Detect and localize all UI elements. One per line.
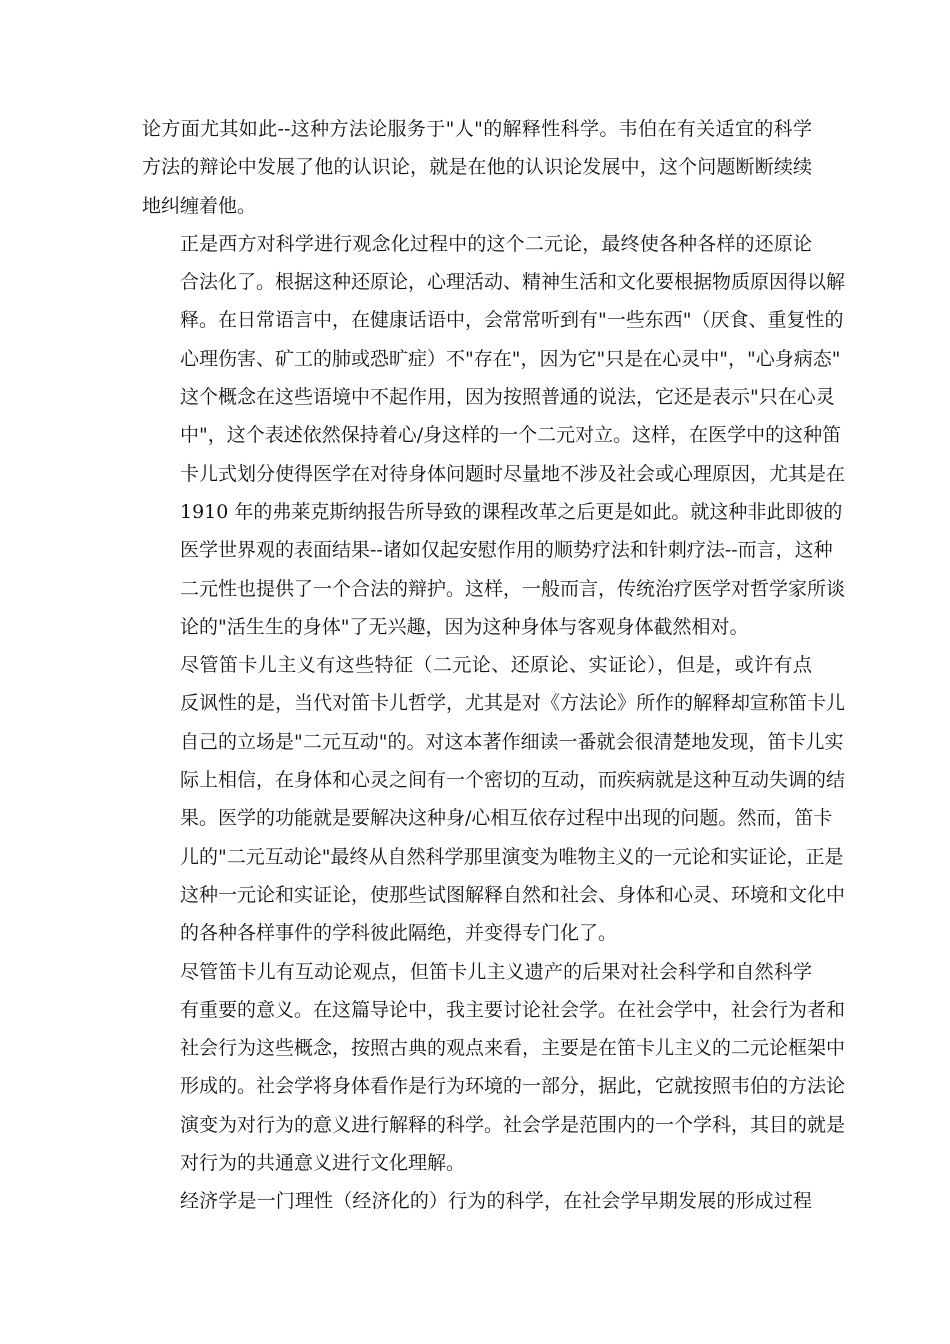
text-line: 尽管笛卡儿主义有这些特征（二元论、还原论、实证论），但是，或许有点 [180, 654, 812, 677]
text-line: 方法的辩论中发展了他的认识论，就是在他的认识论发展中，这个问题断断续续 [142, 156, 812, 179]
text-line: 释。在日常语言中，在健康话语中，会常常听到有"一些东西"（厌食、重复性的 [180, 309, 844, 332]
text-line: 尽管笛卡儿有互动论观点，但笛卡儿主义遗产的后果对社会科学和自然科学 [180, 960, 812, 983]
text-line: 卡儿式划分使得医学在对待身体问题时尽量地不涉及社会或心理原因，尤其是在 [180, 462, 846, 485]
text-line: 有重要的意义。在这篇导论中，我主要讨论社会学。在社会学中，社会行为者和 [180, 998, 846, 1021]
text-line: 经济学是一门理性（经济化的）行为的科学，在社会学早期发展的形成过程 [180, 1190, 812, 1213]
text-line: 合法化了。根据这种还原论，心理活动、精神生活和文化要根据物质原因得以解 [180, 271, 846, 294]
text-line: 演变为对行为的意义进行解释的科学。社会学是范围内的一个学科，其目的就是 [180, 1113, 846, 1136]
text-line: 反讽性的是，当代对笛卡儿哲学，尤其是对《方法论》所作的解释却宣称笛卡儿 [180, 692, 846, 715]
text-line: 果。医学的功能就是要解决这种身/心相互依存过程中出现的问题。然而，笛卡 [180, 807, 833, 830]
text-line: 正是西方对科学进行观念化过程中的这个二元论，最终使各种各样的还原论 [180, 232, 812, 255]
paragraph [142, 110, 812, 225]
text-line: 二元性也提供了一个合法的辩护。这样，一般而言，传统治疗医学对哲学家所谈 [180, 577, 846, 600]
document-body [142, 110, 846, 1221]
text-line: 地纠缠着他。 [142, 194, 257, 217]
text-line: 医学世界观的表面结果--诸如仅起安慰作用的顺势疗法和针刺疗法--而言，这种 [180, 539, 833, 562]
text-line: 的各种各样事件的学科彼此隔绝，并变得专门化了。 [180, 922, 618, 945]
text-line: 形成的。社会学将身体看作是行为环境的一部分，据此，它就按照韦伯的方法论 [180, 1075, 846, 1098]
text-line: 对行为的共通意义进行文化理解。 [180, 1152, 466, 1175]
text-line: 儿的"二元互动论"最终从自然科学那里演变为唯物主义的一元论和实证论，正是 [180, 845, 844, 868]
text-line: 际上相信，在身体和心灵之间有一个密切的互动，而疾病就是这种互动失调的结 [180, 769, 846, 792]
text-line: 心理伤害、矿工的肺或恐旷症）不"存在"，因为它"只是在心灵中"，"心身病态" [180, 347, 841, 370]
text-line: 论的"活生生的身体"了无兴趣，因为这种身体与客观身体截然相对。 [180, 615, 749, 638]
paragraph [142, 953, 846, 1183]
text-line: 自己的立场是"二元互动"的。对这本著作细读一番就会很清楚地发现，笛卡儿实 [180, 730, 844, 753]
text-line: 1910 年的弗莱克斯纳报告所导致的课程改革之后更是如此。就这种非此即彼的 [180, 500, 843, 523]
text-line: 这个概念在这些语境中不起作用，因为按照普通的说法，它还是表示"只在心灵 [180, 386, 835, 409]
text-line: 中"，这个表述依然保持着心/身这样的一个二元对立。这样，在医学中的这种笛 [180, 424, 842, 447]
text-line: 社会行为这些概念，按照古典的观点来看，主要是在笛卡儿主义的二元论框架中 [180, 1037, 846, 1060]
paragraph [142, 1182, 812, 1220]
paragraph [142, 646, 846, 952]
paragraph [142, 225, 846, 646]
text-line: 论方面尤其如此--这种方法论服务于"人"的解释性科学。韦伯在有关适宜的科学 [142, 118, 812, 140]
text-line: 这种一元论和实证论，使那些试图解释自然和社会、身体和心灵、环境和文化中 [180, 883, 846, 906]
